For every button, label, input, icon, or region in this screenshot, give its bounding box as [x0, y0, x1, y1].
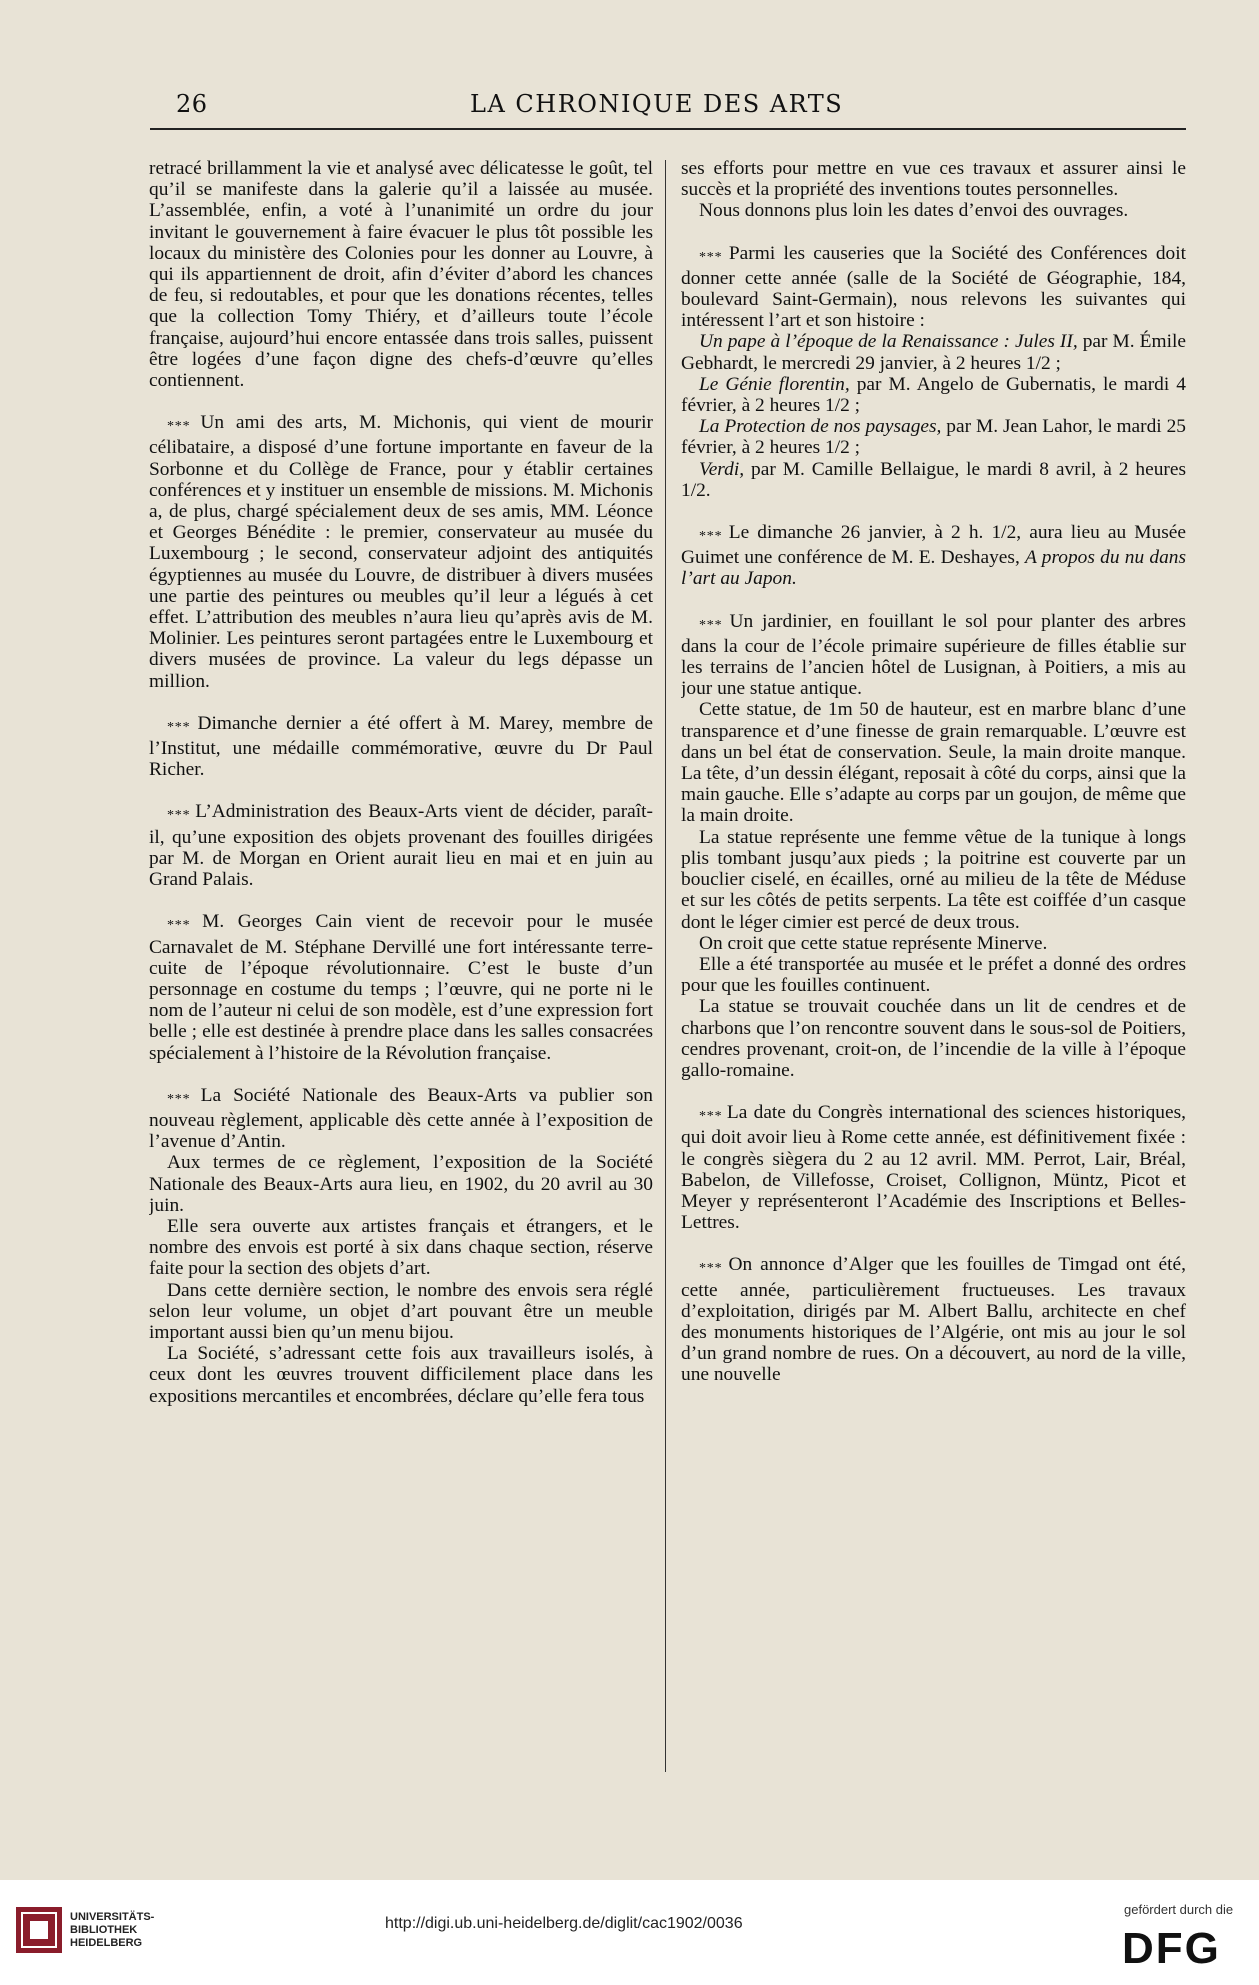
asterism: * * *: [699, 1261, 721, 1277]
library-seal-icon: [14, 1905, 64, 1955]
library-name: UNIVERSITÄTS- BIBLIOTHEK HEIDELBERG: [70, 1911, 155, 1949]
lecture-title: Le Génie florentin,: [699, 373, 850, 395]
news-item: * * * La date du Congrès international des sciences historiques, qui doit avoir lieu à Rome cette année, est définitivement fixée : le congrès siègera du 2 au 12 avril. MM. Perrot, Lair, Bréal, Babelon, de Villefosse, Croiset, Collignon, Müntz, Picot et Meyer y représenteront l’Académie des Inscriptions et Belles-Lettres.: [681, 1102, 1186, 1234]
page-number: 26: [176, 90, 208, 118]
paragraph: Dans cette dernière section, le nombre des envois sera réglé selon leur volume, un objet d’art pouvant être un meuble important aussi bien qu’un menu bijou.: [149, 1279, 653, 1343]
paragraph: Nous donnons plus loin les dates d’envoi des ouvrages.: [699, 200, 1129, 222]
asterism: * * *: [167, 419, 189, 435]
lecture-title: Verdi,: [699, 458, 745, 480]
asterism: * * *: [167, 1091, 189, 1107]
paragraph: Aux termes de ce règlement, l’exposition de la Société Nationale des Beaux-Arts aura lieu, en 1902, du 20 avril au 30 juin.: [149, 1152, 653, 1216]
news-item: * * * Parmi les causeries que la Société des Conférences doit donner cette année (salle de la Société de Géographie, 184, boulevard Saint-Germain), nous relevons les suivantes qui intéressent l’art et son histoire :: [681, 242, 1186, 332]
lecture-title: La Protection de nos paysages,: [699, 416, 942, 438]
lecture-entry: Le Génie florentin, par M. Angelo de Gubernatis, le mardi 4 février, à 2 heures 1/2 ;: [681, 373, 1186, 417]
column-divider: [665, 160, 666, 1772]
paragraph: ses efforts pour mettre en vue ces travaux et assurer ainsi le succès et la propriété des inventions toutes personnelles.: [681, 158, 1186, 201]
paragraph: On croit que cette statue représente Minerve.: [699, 932, 1048, 954]
paragraph: Elle sera ouverte aux artistes français et étrangers, et le nombre des envois est porté à six dans chaque section, réserve faite pour la section des objets d’art.: [149, 1215, 653, 1280]
asterism: * * *: [699, 617, 721, 633]
lecture-entry: Un pape à l’époque de la Renaissance : Jules II, par M. Émile Gebhardt, le mercredi 29 janvier, à 2 heures 1/2 ;: [681, 331, 1186, 374]
news-item: * * * Le dimanche 26 janvier, à 2 h. 1/2, aura lieu au Musée Guimet une conférence de M. E. Deshayes, A propos du nu dans l’art au Japon.: [681, 522, 1186, 590]
news-item: * * * On annonce d’Alger que les fouilles de Timgad ont été, cette année, particulièrement fructueuses. Les travaux d’exploitation, dirigés par M. Albert Ballu, architecte en chef des monuments historiques de l’Algérie, ont mis au jour le sol d’un grand nombre de rues. On a découvert, au nord de la ville, une nouvelle: [681, 1254, 1186, 1386]
lecture-title: Un pape à l’époque de la Renaissance : Jules II,: [699, 331, 1078, 353]
paragraph: La statue se trouvait couchée dans un lit de cendres et de charbons que l’on rencontre souvent dans le sous-sol de Poitiers, cendres provenant, croit-on, de l’incendie de la ville à l’époque gallo-romaine.: [681, 996, 1186, 1081]
header-rule: [150, 128, 1186, 130]
paragraph: Cette statue, de 1m 50 de hauteur, est en marbre blanc d’une transparence et d’une finesse de grain remarquable. L’œuvre est dans un bel état de conservation. Seule, la main droite manque. La tête, d’un dessin élégant, reposait à côté du corps, ainsi que la main gauche. Elle s’adapte au corps par un goujon, de même que la main droite.: [681, 699, 1186, 827]
asterism: * * *: [167, 918, 189, 934]
paragraph: Elle a été transportée au musée et le préfet a donné des ordres pour que les fouilles continuent.: [681, 953, 1186, 997]
journal-title: LA CHRONIQUE DES ARTS: [470, 90, 844, 118]
right-column: [681, 158, 1186, 1780]
paragraph: La Société, s’adressant cette fois aux travailleurs isolés, à ceux dont les œuvres trouvent difficilement place dans les expositions mercantiles et encombrées, déclare qu’elle fera tous: [149, 1343, 653, 1407]
asterism: * * *: [699, 249, 721, 265]
news-item: * * * Dimanche dernier a été offert à M. Marey, membre de l’Institut, une médaille commémorative, œuvre du Dr Paul Richer.: [149, 712, 653, 781]
news-item: * * * Un ami des arts, M. Michonis, qui vient de mourir célibataire, a disposé d’une fortune importante en faveur de la Sorbonne et du Collège de France, pour y établir certaines conférences et y instituer un ensemble de missions. M. Michonis a, de plus, chargé spécialement deux de ses amis, MM. Léonce et Georges Bénédite : le premier, conservateur au musée du Luxembourg ; le second, conservateur adjoint des antiquités égyptiennes au musée du Louvre, de distribuer à divers musées une partie des peintures ou meubles qu’il leur a légués à cet effet. L’attribution des meubles n’aura lieu qu’après avis de M. Molinier. Les peintures seront partagées entre le Luxembourg et divers musées de province. La valeur du legs dépasse un million.: [149, 412, 653, 692]
lecture-entry: Verdi, par M. Camille Bellaigue, le mardi 8 avril, à 2 heures 1/2.: [681, 458, 1186, 501]
paragraph: La statue représente une femme vêtue de la tunique à longs plis tombant jusqu’aux pieds ; la poitrine est couverte par un bouclier ciselé, en écailles, orné au milieu de la tête de Méduse et sur les côtés de petits serpents. La tête est coiffée d’un casque dont le léger cimier est percé de deux trous.: [681, 826, 1186, 933]
funding-note: gefördert durch die: [1124, 1902, 1234, 1917]
lecture-title: A propos du nu dans l’art au Japon.: [681, 547, 1186, 590]
paragraph: retracé brillamment la vie et analysé avec délicatesse le goût, tel qu’il se manifeste dans la galerie qu’il a laissée au musée. L’assemblée, enfin, a voté à l’unanimité un ordre du jour invitant le gouvernement à faire évacuer le plus tôt possible les locaux du ministère des Colonies pour les donner au Louvre, à qui ils appartiennent de droit, afin d’éviter d’abord les chances de feu, si redoutables, et pour que les donations récentes, telles que la collection Tomy Thiéry, et d’ailleurs toute l’école française, aujourd’hui encore entassée dans trois salles, puissent être logées d’une façon digne des chefs-d’œuvre qu’elles contiennent.: [149, 158, 653, 392]
news-item: * * * L’Administration des Beaux-Arts vient de décider, paraît-il, qu’une exposition des objets provenant des fouilles dirigées par M. de Morgan en Orient aurait lieu en mai et en juin au Grand Palais.: [149, 801, 653, 891]
asterism: * * *: [167, 719, 189, 735]
asterism: * * *: [699, 529, 721, 545]
asterism: * * *: [167, 808, 189, 824]
source-url-link[interactable]: http://digi.ub.uni-heidelberg.de/diglit/cac1902/0036: [385, 1915, 743, 1932]
lecture-entry: La Protection de nos paysages, par M. Jean Lahor, le mardi 25 février, à 2 heures 1/2 ;: [681, 416, 1186, 459]
news-item: * * * Un jardinier, en fouillant le sol pour planter des arbres dans la cour de l’école primaire supérieure de filles établie sur les terrains de l’ancien hôtel de Lusignan, à Poitiers, a mis au jour une statue antique.: [681, 610, 1186, 700]
left-column: [149, 158, 653, 1780]
news-item: * * * M. Georges Cain vient de recevoir pour le musée Carnavalet de M. Stéphane Dervillé une fort intéressante terre-cuite de l’époque révolutionnaire. C’est le buste d’un personnage en costume du temps ; l’œuvre, qui ne porte ni le nom de l’auteur ni celui de son modèle, est d’une expression fort belle ; elle est destinée à prendre place dans les salles consacrées spécialement à l’histoire de la Révolution française.: [149, 911, 653, 1064]
news-item: * * * La Société Nationale des Beaux-Arts va publier son nouveau règlement, applicable dès cette année à l’exposition de l’avenue d’Antin.: [149, 1084, 653, 1153]
dfg-logo: DFG: [1122, 1924, 1221, 1973]
asterism: * * *: [699, 1109, 721, 1125]
